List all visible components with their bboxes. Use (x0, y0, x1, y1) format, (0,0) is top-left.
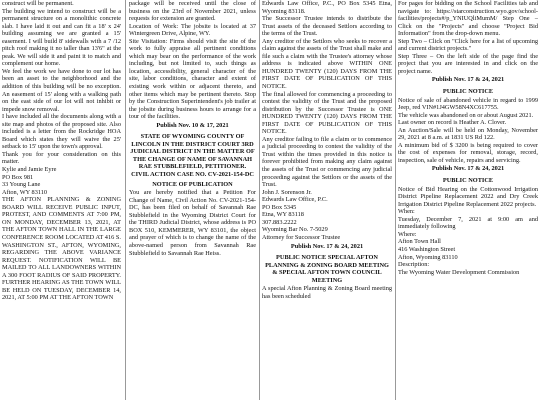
notice-paragraph: Attorney for Successor Trustee (262, 233, 341, 241)
notice-paragraph: We feel the work we have done to our lot has been an asset to the neighborhood and the addition of this building will be no exception. An easement of 15' along with a walking path on the east side of our lot will not inhibit or impede snow removal. (2, 67, 121, 113)
notice-paragraph: Where: (398, 230, 417, 238)
notice-paragraph: construct will be permanent. (2, 0, 74, 7)
notice-paragraph: For pages for bidding on the School Facilities tab and navigate to: https://starconstruction.wyo.gov/school-facilities/projects#/p_YNIUQliMumM/ Step One – Click on the "Projects" and choose "Project Bid Information" from the drop-down menu. (398, 0, 538, 38)
notice-paragraph: 416 Washington Street (398, 245, 456, 253)
notice-paragraph: I have included all the documents along with a site map and photos of the proposed site. Also included is a letter from the Rockridge HOA Board which states they will waive the 25' setback to 15' upon the town's approval. (2, 113, 121, 151)
column-divider (395, 0, 396, 400)
notice-paragraph: Location of Work: The jobsite is located at 37 Wintergreen Drive, Alpine, WY. (129, 22, 256, 38)
notice-paragraph: The Successor Trustee intends to distribute the Trust assets of the deceased Settlors according to the terms of the Trust. (262, 15, 392, 38)
notice-heading: STATE OF WYOMING COUNTY OF LINCOLN IN THE DISTRICT COURT 3RD JUDICIAL DISTRICT IN THE MATTER OF THE CHANGE OF NAME OF SAVANNAH RAE STUBBLEFIELD, PETITIONER. CIVIL ACTION CASE NO. CV-2021-154-DC (130, 133, 255, 179)
notice-paragraph: The building we intend to construct will be a permanent structure on a monolithic concrete slab. I have laid it out and can fit a 18' x 24' building assuming we are granted a 15' easement. I will build 8' sidewalls with a 7 /12 pitch roof making it no taller than 13'6" at the peak. We will side it and paint it to match and complement our home. (2, 7, 121, 68)
publish-date-line: Publish Nov. 17 & 24, 2021 (290, 242, 364, 250)
notice-paragraph: package will be received until the close of business on the 23rd of November 2021, unless requests for extension are granted. (129, 0, 256, 23)
column-divider (125, 0, 126, 400)
notice-paragraph: John J. Sorenson Jr. (262, 188, 312, 196)
publish-date-line: Publish Nov. 10 & 17, 2021 (156, 121, 229, 129)
column-4 (398, 0, 538, 400)
notice-paragraph: Tuesday, December 7, 2021 at 9:00 am and immediately following (398, 215, 538, 231)
notice-paragraph: When: (398, 208, 415, 216)
notice-paragraph: The final allowed for commencing a proceeding to contest the validity of the Trust and the proposed distribution by the Successor Trustee is ONE HUNDRED TWENTY (120) DAYS FROM THE FIRST DATE OF PUBLICATION OF THIS NOTICE. (262, 90, 392, 136)
notice-paragraph: You are hereby notified that a Petition For Change of Name, Civil Action No. CV-2021-154-DC, has been filed on behalf of Savannah Rae Stubblefield in the Wyoming District Court for the THIRD Judicial District, whose address is PO BOX 510, KEMMERER, WY 83101, the object and prayer of which is to change the name of the above-named person from Savannah Rae Stubblefield to Savannah Rae Heiss. (129, 189, 256, 257)
notice-paragraph: Edwards Law Office, P.C., PO Box 5345 Etna, Wyoming 83118. (262, 0, 392, 15)
notice-paragraph: Edwards Law Office, P.C. (262, 196, 328, 204)
notice-paragraph: A special Afton Planning & Zoning Board meeting has been scheduled (262, 285, 392, 300)
notice-paragraph: Wyoming Bar No. 7-5029 (262, 226, 328, 234)
notice-heading: PUBLIC NOTICE SPECIAL AFTON PLANNING & ZONING BOARD MEETING & SPECIAL AFTON TOWN COUNCIL MEETING (265, 254, 389, 284)
notice-paragraph: Step Two – Click on "Click here for a list of upcoming and current district projects." (398, 37, 538, 53)
column-3 (262, 0, 392, 400)
column-divider (259, 0, 260, 400)
notice-heading: PUBLIC NOTICE (442, 177, 494, 185)
notice-paragraph: Last owner on record is Heather A. Clover. (398, 119, 507, 127)
notice-paragraph: Site Visitation: Firms should visit the site of the work to fully appraise all pertinent conditions which may bear on the performance of the work including, but not limited to, such things as location, accessibility, general character of the site, labor conditions, character and extent of existing work within or adjacent thereto, and other items which may be pertinent thereto. Stop by the Construction Superintendent's job trailer at the jobsite during business hours to arrange for a tour of the facilities. (129, 37, 256, 121)
notice-paragraph: 33 Young Lane (2, 181, 41, 189)
publish-date-line: Publish Nov. 17 & 24, 2021 (431, 165, 505, 173)
notice-paragraph: Step Three – On the left side of the page find the project that you are interested in and click on the project name. (398, 52, 538, 75)
notice-paragraph: Notice of sale of abandoned vehicle in regard to 1999 Jeep, red VIN#1J4GW58N4XC617755. (398, 96, 538, 112)
notice-paragraph: Description: (398, 261, 430, 269)
notice-paragraph: Any creditor of the Settlors who seeks to recover a claim against the assets of the Trust shall make and file such a claim with the Trustee's attorney whose address is indicated above WITHIN ONE HUNDRED TWENTY (120) DAYS FROM THE FIRST DATE OF PUBLICATION OF THIS NOTICE. (262, 37, 392, 91)
notice-paragraph: THE AFTON PLANNING & ZONING BOARD WILL RECEIVE PUBLIC INPUT, PROTEST, AND COMMENTS AT 7:00 PM, ON MONDAY, DECEMBER 13, 2021, AT THE AFTON TOWN HALL IN THE LARGE CONFERENCE ROOM LOCATED AT 416 S. WASHINGTON ST., AFTON, WYOMING, REGARDING THE ABOVE VARIANCE REQUEST. NOTIFICATION WILL BE MAILED TO ALL LANDOWNERS WITHIN A 300 FOOT RADIUS OF SAID PROPERTY. FURTHER HEARING AS THE TOWN WILL BE HELD ON TUESDAY, DECEMBER 14, 2021, AT 5:00 PM AT THE AFTON TOWN (2, 196, 121, 302)
notice-paragraph: An Auction/Sale will be held on Monday, November 29, 2021 at 8 a.m. at 1831 US Rd 122. (398, 126, 538, 142)
notice-paragraph: The Wyoming Water Development Commission (398, 268, 520, 276)
notice-paragraph: Kylie and Jamie Eyre (2, 166, 57, 174)
column-1 (2, 0, 121, 400)
column-2 (129, 0, 256, 400)
notice-paragraph: A minimum bid of $ 3200 is being required to cover the cost of expenses for removal, storage, record, inspection, sale of vehicle, repairs and servicing. (398, 141, 538, 164)
notice-paragraph: The vehicle was abandoned on or about August 2021. (398, 111, 534, 119)
notice-heading: NOTICE OF PUBLICATION (152, 180, 233, 188)
notice-paragraph: Notice of Bid Hearing on the Cottonwood Irrigation District Pipeline Replacement 2022 and Dry Creek Irrigation District Pipeline Replacement 2022 projects. (398, 185, 538, 208)
notice-paragraph: Any creditor failing to file a claim or to commence a judicial proceeding to contest the validity of the Trust within the times provided in this notice is forever prohibited from making any claim against the assets of the Trust or commencing any judicial proceeding against the Settlors or the assets of the Trust. (262, 135, 392, 189)
notice-paragraph: Thank you for your consideration on this matter. (2, 150, 121, 166)
notice-paragraph: PO Box 981 (2, 173, 34, 181)
notice-paragraph: Afton Town Hall (398, 238, 441, 246)
notice-paragraph: 307.883.2222 (262, 218, 297, 226)
notice-heading: PUBLIC NOTICE (442, 88, 494, 96)
notice-paragraph: Etna, WY 83118 (262, 211, 304, 219)
notice-paragraph: PO Box 5345 (262, 203, 297, 211)
publish-date-line: Publish Nov. 17 & 24, 2021 (431, 76, 505, 84)
notice-paragraph: Afton, Wyoming 83110 (398, 253, 458, 261)
notice-paragraph: Afton, WY 83110 (2, 188, 48, 196)
